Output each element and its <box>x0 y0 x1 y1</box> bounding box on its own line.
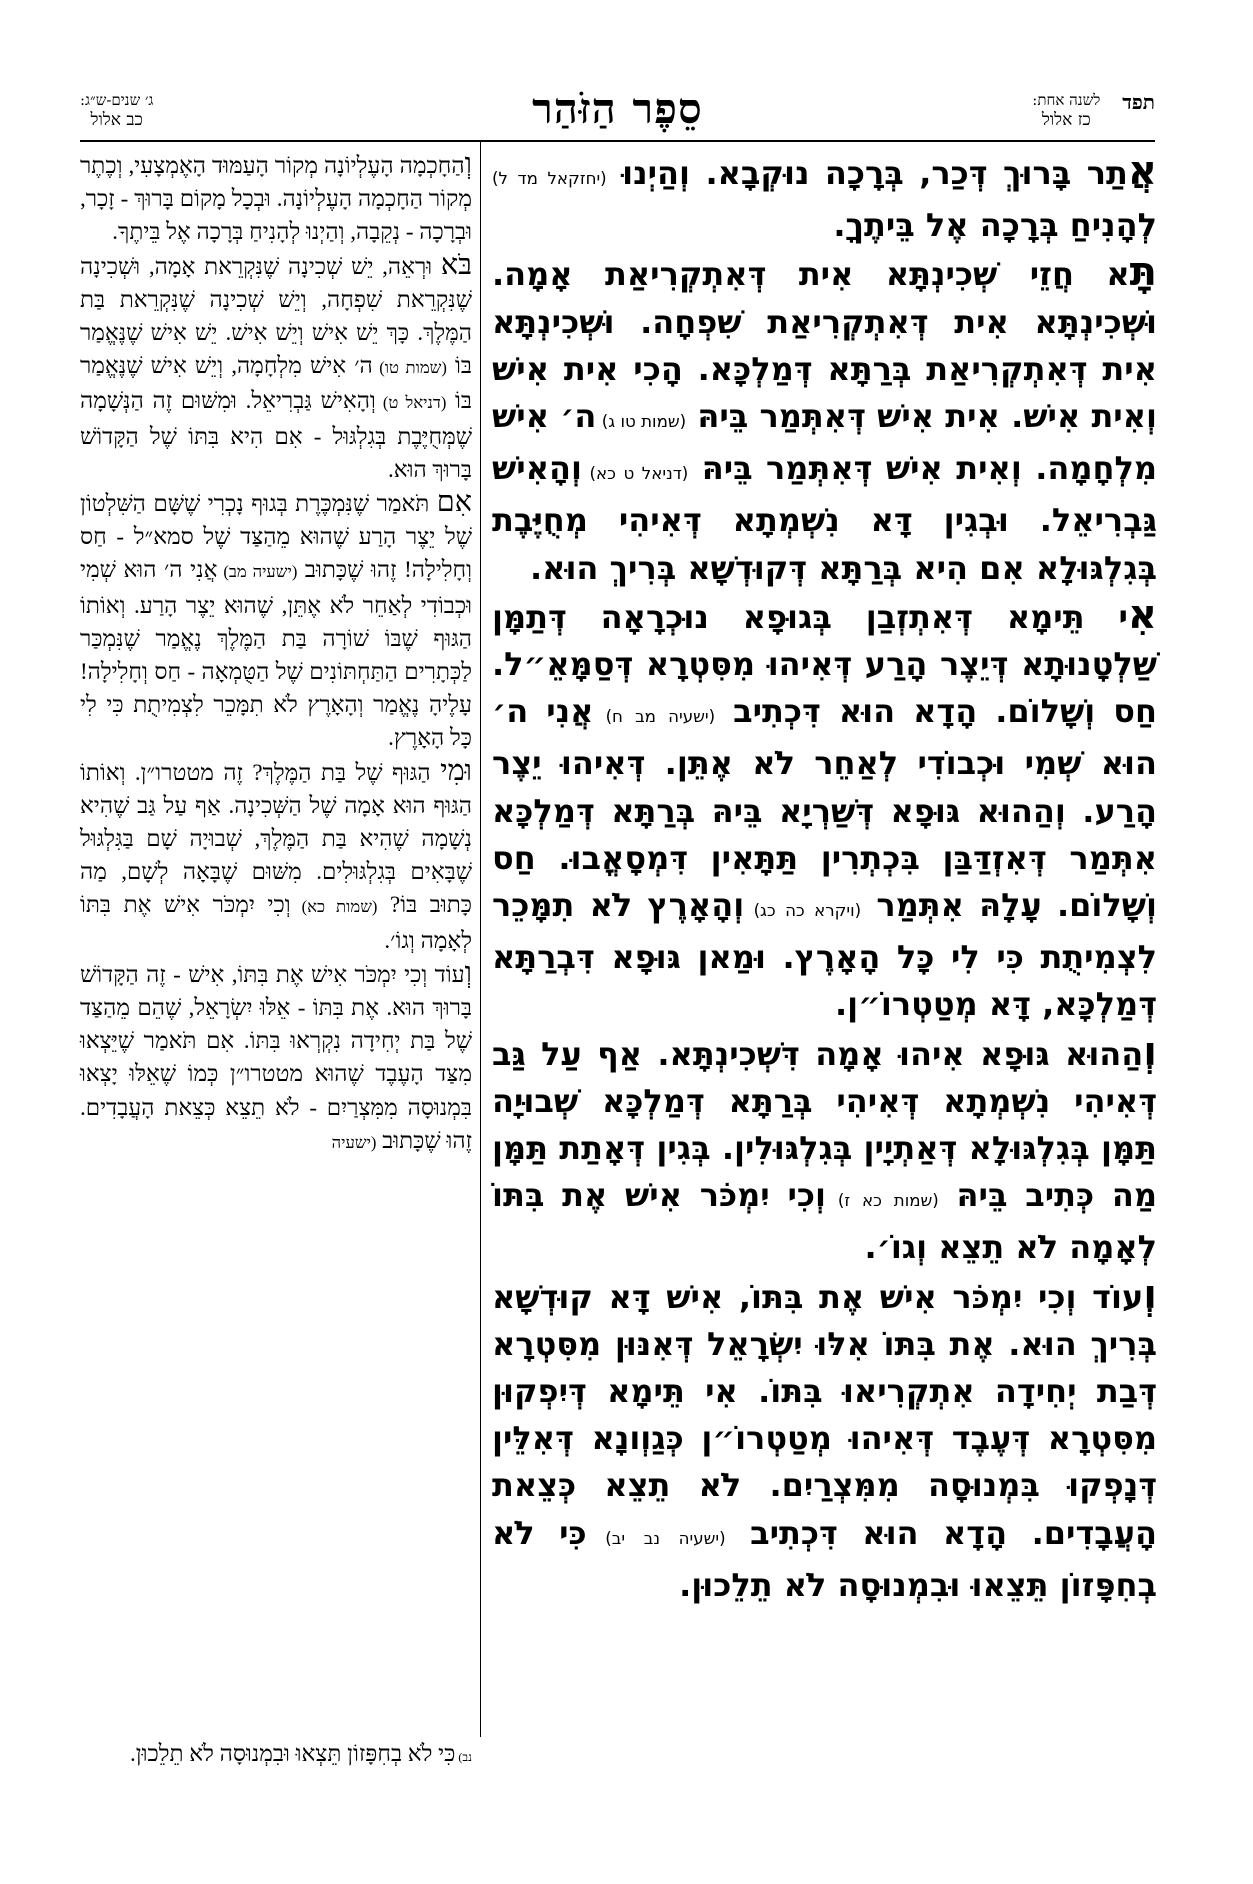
text-run: ה׳ אִישׁ מִלְחָמָה. וְאִית אִישׁ דְּאִתְּמַר בֵּיהּ <box>492 397 1158 488</box>
paragraph <box>492 1029 1157 1272</box>
text-run: עוֹד וְכִי יִמְכֹּר אִישׁ אֶת בִּתּוֹ, אִישׁ דָּא קוּדְשָׁא בְּרִיךְ הוּא. אֶת בִּתּוֹ אִלּוּ יִשְׂרָאֵל דְּאִנּוּן מִסִּטְרָא דְּבַת יְחִידָה אִתְקְרִיאוּ בִּתּוֹ. אִי תֵּימָא דְּיִפְקוּן מִסִּטְרָא דְּעֶבֶד דְּאִיהוּ מְטַטְרוֹ״ן כְּגַוְונָא דְּאִלֵּין דְּנָפְקוּ בִּמְנוּסָה מִמִּצְרַיִם. לֹא תֵצֵא כְּצֵאת הָעֲבָדִים. הָדָא הוּא דִּכְתִיב <box>492 1277 1158 1552</box>
text-run: כִּי לֹא בְחִפָּזוֹן תֵּצְאוּ וּבִמְנוּסָה לֹא תֵלֵכוּן. <box>130 1741 456 1766</box>
text-run: עוֹד וְכִי יִמְכֹּר אִישׁ אֶת בִּתּוֹ, אִישׁ - זֶה הַקָּדוֹשׁ בָּרוּךְ הוּא. אֶת בִּתּוֹ - אֵלּוּ יִשְׂרָאֵל, שֶׁהֵם מֵהַצַּד שֶׁל בַּת יְחִידָה נִקְרְאוּ בִּתּוֹ. אִם תֹּאמַר שֶׁיֵּצְאוּ מִצַּד הָעֶבֶד שֶׁהוּא מטטרו״ן כְּמוֹ שֶׁאֵלּוּ יָצְאוּ בִּמְנוּסָה מִמִּצְרַיִם - לֹא תֵצֵא כְּצֵאת הָעֲבָדִים. זֶהוּ שֶׁכָּתוּב <box>80 961 472 1153</box>
paragraph-lead-word: אֲ <box>1127 148 1157 194</box>
column-divider <box>480 142 481 1737</box>
paragraph <box>80 957 472 1159</box>
verse-reference: (שמות כא ז) <box>825 1191 939 1211</box>
paragraph <box>80 486 472 755</box>
verse-reference: (שמות כא) <box>290 897 378 917</box>
verse-reference: (ישעיה נב יב) <box>586 1528 726 1548</box>
paragraph-lead-word: אִם <box>436 486 472 519</box>
paragraph-lead-word: וְ <box>464 148 472 180</box>
text-run: וְהָאִישׁ גַּבְרִיאֵל. וּבְגִין דָּא נִשְׁמְתָא דְּאִיהִי מְחֻיֶּבֶת בְּגִלְגּוּלָא אִם הִיא בְּרַתָּא דְּקוּדְשָׁא בְּרִיךְ הוּא. <box>492 449 1157 587</box>
text-run: הַגּוּף שֶׁל בַּת הַמֶּלֶךְ? זֶה מטטרו״ן. וְאוֹתוֹ הַגּוּף הוּא אָמָה שֶׁל הַשְּׁכִינָה. אַף עַל גַּב שֶׁהִיא נְשָׁמָה שֶׁהִיא בַּת הַמֶּלֶךְ, שְׁבוּיָה שָׁם בַּגִּלְגּוּל שֶׁבָּאִים בְּגִלְגּוּלִים. מִשּׁוּם שֶׁבָּאָה לְשָׁם, מַה כָּתוּב בּוֹ? <box>80 759 472 918</box>
text-run: א חֲזֵי שְׁכִינְתָּא אִית דְּאִתְקְרִיאַת אָמָה. וּשְׁכִינְתָּא אִית דְּאִתְקְרִיאַת שִׁפְחָה. וּשְׁכִינְתָּא אִית דְּאִתְקְרִיאַת בְּרַתָּא דְּמַלְכָּא. הָכִי אִית אִישׁ וְאִית אִישׁ. אִית אִישׁ דְּאִתְּמַר בֵּיהּ <box>492 255 1158 436</box>
paragraph-lead-word: וְ <box>464 956 472 989</box>
header-rule <box>80 140 1155 142</box>
verse-reference: (ישעיה מב ח) <box>593 707 716 727</box>
hebrew-translation-column <box>80 148 472 1159</box>
text-run: י תֵּימָא דְּאִתְזְבַן בְּגוּפָא נוּכְרָאָה דְּתַמָּן שַׁלְטָנוּתָא דְּיֵצֶר הָרַע דְּאִיהוּ מִסִּטְרָא דְּסַמָּאֵ״ל. חַס וְשָׁלוֹם. הָדָא הוּא דִּכְתִיב <box>492 597 1158 731</box>
running-header <box>80 84 1155 140</box>
verse-reference: (ויקרא כה כג) <box>744 901 862 921</box>
paragraph <box>492 1272 1157 1609</box>
translation-continuation-line <box>80 1737 472 1774</box>
verse-reference: נב) <box>455 1750 472 1764</box>
verse-reference: (דניאל ט) <box>375 393 447 413</box>
text-run: אֲנִי ה׳ הוּא שְׁמִי וּכְבוֹדִי לְאַחֵר לֹא אֶתֵּן, שֶׁהוּא יֵצֶר הָרַע. וְאוֹתוֹ הַגּוּף שֶׁבּוֹ שׁוֹרָה בַּת הַמֶּלֶךְ נֶאֱמַר שֶׁנִּמְכַּר לַכְּתָרִים הַתַּחְתּוֹנִים שֶׁל הַטֻּמְאָה - חַס וְחָלִילָה! עָלֶיהָ נֶאֱמַר וְהָאָרֶץ לֹא תִמָּכֵר לִצְמִיתֻת כִּי לִי כָּל הָאָרֶץ. <box>80 557 472 751</box>
verse-reference: (שמות טו ג) <box>596 412 687 432</box>
paragraph <box>80 755 472 957</box>
text-run: וְהָאִישׁ גַּבְרִיאֵל. וּמִשּׁוּם זֶה הַנְּשָׁמָה שֶׁמְּחֻיֶּבֶת בְּגִלְגּוּל - אִם הִיא בִּתּוֹ שֶׁל הַקָּדוֹשׁ בָּרוּךְ הוּא. <box>80 388 472 482</box>
text-run: תֹּאמַר שֶׁנִּמְכֶּרֶת בְּגוּף נָכְרִי שֶׁשָּׁם הַשִּׁלְטוֹן שֶׁל יֵצֶר הָרַע שֶׁהוּא מֵהַצַּד שֶׁל סמא״ל - חַס וְחָלִילָה! זֶהוּ שֶׁכָּתוּב <box>80 491 472 583</box>
schedule-three-years-label: ג׳ שנים-ש״ג: <box>80 91 154 109</box>
paragraph-lead-word: תָּ <box>1129 249 1157 296</box>
schedule-one-year-label: לשנה אחת: <box>1032 91 1101 109</box>
text-run: הַחָכְמָה הָעֶלְיוֹנָה מְקוֹר הָעַמּוּד הָאֶמְצָעִי, וְכֶתֶר מְקוֹר הַחָכְמָה הָעֶלְיוֹנָה. וּבְכָל מָקוֹם בָּרוּךְ - זָכָר, וּבְרָכָה - נְקֵבָה, וְהַיְנוּ לְהָנִיחַ בְּרָכָה אֶל בֵּיתֶךָ. <box>80 153 472 245</box>
paragraph-lead-word: וְ <box>1143 1028 1157 1075</box>
aramaic-text-column <box>492 148 1157 1609</box>
text-run: וְכִי יִמְכֹּר אִישׁ אֶת בִּתּוֹ לְאָמָה לֹא תֵצֵא וְגוֹ׳. <box>492 1176 1157 1267</box>
text-run: וְכִי יִמְכֹּר אִישׁ אֶת בִּתּוֹ לְאָמָה וְגוֹ׳. <box>80 892 472 953</box>
paragraph <box>492 249 1157 591</box>
text-run: ה׳ אִישׁ מִלְחָמָה, וְיֵשׁ אִישׁ שֶׁנֶּאֱמַר בּוֹ <box>80 353 472 414</box>
paragraph <box>80 249 472 486</box>
schedule-three-years <box>80 90 153 130</box>
verse-reference: (יחזקאל מד ל) <box>492 169 607 188</box>
schedule-one-year-date: כז אלול <box>1041 110 1091 130</box>
text-run: לְהָנִיחַ בְּרָכָה אֶל בֵּיתֶךָ. <box>833 206 1157 245</box>
paragraph-lead-word: וּמִי <box>440 754 472 787</box>
paragraph <box>492 148 1157 249</box>
text-run: הַהוּא גּוּפָא אִיהוּ אָמָה דִּשְׁכִינְתָּא. אַף עַל גַּב דְּאִיהִי נִשְׁמְתָא דְּאִיהִי בְּרַתָּא דְּמַלְכָּא שְׁבוּיָה תַּמָּן בְּגִלְגּוּלָא דְּאַתְיָין בְּגִלְגּוּלִין. בְּגִין דְּאָתַת תַּמָּן מַה כְּתִיב בֵּיהּ <box>492 1034 1158 1215</box>
book-title: סֵפֶר הַזֹּהַר <box>532 84 703 133</box>
paragraph-lead-word: בֹּא <box>440 248 472 281</box>
text-run: וְהָאָרֶץ לֹא תִמָּכֵר לִצְמִיתֻת כִּי לִי כָּל הָאָרֶץ. וּמַאן גּוּפָא דִּבְרַתָּא דְּמַלְכָּא, דָּא מְטַטְרוֹ״ן. <box>492 886 1157 1024</box>
text-run: כִּי לֹא בְחִפָּזוֹן תֵּצֵאוּ וּבִמְנוּסָה לֹא תֵלֵכוּן. <box>492 1513 1157 1604</box>
schedule-three-years-date: כב אלול <box>90 110 143 130</box>
paragraph-lead-word: אִ <box>1127 591 1157 638</box>
text-run: וּרְאֵה, יֵשׁ שְׁכִינָה שֶׁנִּקְרֵאת אָמָה, וּשְׁכִינָה שֶׁנִּקְרֵאת שִׁפְחָה, וְיֵשׁ שְׁכִינָה שֶׁנִּקְרֵאת בַּת הַמֶּלֶךְ. כָּךְ יֵשׁ אִישׁ וְיֵשׁ אִישׁ. יֵשׁ אִישׁ שֶׁנֶּאֱמַר בּוֹ <box>80 253 472 379</box>
verse-reference: (ישעיה <box>331 1132 377 1152</box>
paragraph <box>492 592 1157 1029</box>
folio-number: תפד <box>1122 90 1155 114</box>
verse-reference: (דניאל ט כא) <box>581 464 689 484</box>
verse-reference: (ישעיה מב) <box>217 562 298 582</box>
header-left <box>80 90 153 130</box>
text-run: תַר בָּרוּךְ דְּכַר, בְּרָכָה נוּקְבָא. וְהַיְנוּ <box>606 154 1128 192</box>
paragraph-lead-word: וְ <box>1143 1271 1157 1318</box>
paragraph <box>80 148 472 249</box>
text-run: אֲנִי ה׳ הוּא שְׁמִי וּכְבוֹדִי לְאַחֵר לֹא אֶתֵּן. דְּאִיהוּ יֵצֶר הָרַע. וְהַהוּא גּוּפָא דְּשַׁרְיָא בֵּיהּ בְּרַתָּא דְּמַלְכָּא אִתְּמַר דְּאִזְדַּבַּן בִּכְתְרִין תַּתָּאִין דִּמְסָאֳבוּ. חַס וְשָׁלוֹם. עָלָהּ אִתְּמַר <box>492 692 1158 925</box>
verse-reference: (שמות טו) <box>372 358 447 378</box>
